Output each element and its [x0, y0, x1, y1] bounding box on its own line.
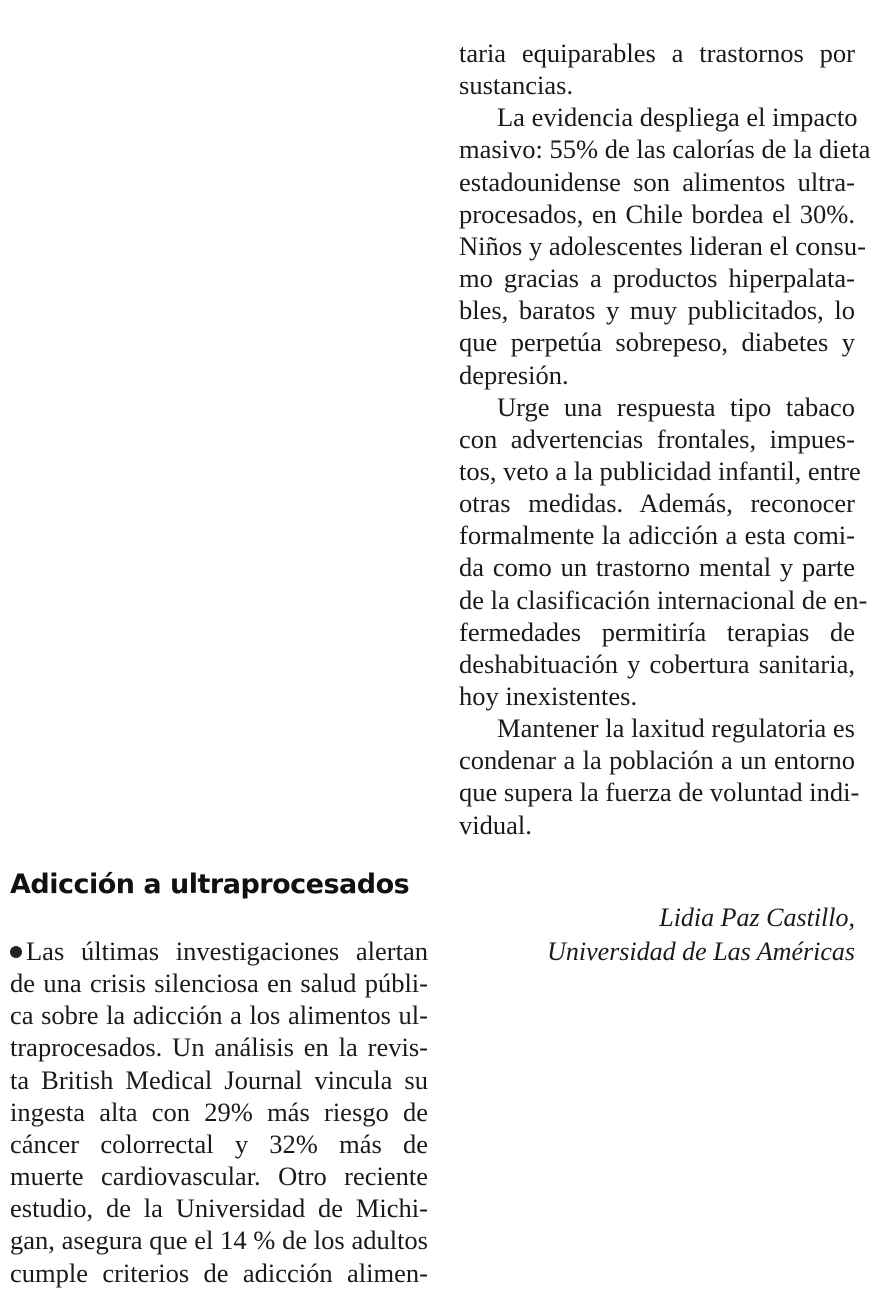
left-column-line: [10, 1257, 428, 1289]
right-column-line: Urge una respuesta tipo tabaco: [497, 391, 855, 422]
left-column-line-text: de una crisis silenciosa en salud públi-: [10, 968, 428, 999]
right-column-line: que supera la fuerza de voluntad indi-: [459, 777, 860, 808]
left-column-line-text: Las últimas investigaciones alertan: [26, 936, 428, 966]
right-column-line: hoy inexistentes.: [459, 681, 638, 711]
left-column-line-text: muerte cardiovascular. Otro reciente: [10, 1161, 428, 1192]
right-column-line: masivo: 55% de las calorías de la dieta: [459, 134, 871, 165]
right-column-line: condenar a la población a un entorno: [459, 745, 855, 776]
left-column-line: [10, 967, 428, 999]
right-column-line: que perpetúa sobrepeso, diabetes y: [459, 327, 855, 358]
right-column-line: con advertencias frontales, impues-: [459, 423, 855, 454]
right-column-line: de la clasificación internacional de en-: [459, 584, 868, 615]
right-column-line: sustancias.: [459, 70, 574, 101]
right-column-line: formalmente la adicción a esta comi-: [459, 520, 855, 551]
right-column-line: mo gracias a productos hiperpalata-: [459, 263, 855, 294]
right-column-line: da como un trastorno mental y parte: [459, 552, 855, 583]
left-column-line-text: ca sobre la adicción a los alimentos ul-: [10, 1000, 428, 1031]
right-column-line: Niños y adolescentes lideran el consu-: [459, 230, 866, 261]
left-column-line-text: cumple criterios de adicción alimen-: [10, 1257, 428, 1288]
left-column-line-text: estudio, de la Universidad de Michi-: [10, 1193, 428, 1224]
left-column-line: [10, 999, 428, 1031]
left-column-line-text: ta British Medical Journal vincula su: [10, 1064, 428, 1095]
right-column-line: bles, baratos y muy publicitados, lo: [459, 295, 855, 326]
left-column-line-text: traprocesados. Un análisis en la revis-: [10, 1032, 428, 1063]
left-column-line: [10, 1224, 428, 1256]
right-column-line: tos, veto a la publicidad infantil, entre: [459, 455, 861, 486]
left-column-line: [10, 1160, 428, 1192]
right-column-line: depresión.: [459, 359, 569, 390]
left-column-line: [10, 1031, 428, 1063]
bullet-icon: [10, 946, 22, 958]
left-column-line: [10, 1096, 428, 1128]
left-column-line-text: gan, asegura que el 14 % de los adultos: [10, 1225, 428, 1256]
left-column-line-text: cáncer colorrectal y 32% más de: [10, 1128, 428, 1159]
right-column-line: otras medidas. Además, reconocer: [459, 488, 855, 519]
letter-headline: Adicción a ultraprocesados: [10, 869, 410, 900]
right-column-line: procesados, en Chile bordea el 30%.: [459, 198, 855, 229]
right-column-line: deshabituación y cobertura sanitaria,: [459, 648, 855, 679]
author-name: Lidia Paz Castillo,: [659, 903, 855, 932]
right-column-line: vidual.: [459, 809, 532, 840]
left-column-line: [10, 935, 428, 967]
left-column-line: [10, 1064, 428, 1096]
right-column-line: taria equiparables a trastornos por: [459, 38, 855, 68]
right-column-line: estadounidense son alimentos ultra-: [459, 166, 855, 197]
left-column-line: [10, 1192, 428, 1224]
author-affiliation: Universidad de Las Américas: [547, 937, 855, 966]
right-column-line: Mantener la laxitud regulatoria es: [497, 713, 855, 744]
right-column-line: fermedades permitiría terapias de: [459, 616, 855, 647]
left-column-line-text: ingesta alta con 29% más riesgo de: [10, 1096, 428, 1127]
left-column-line: [10, 1128, 428, 1160]
right-column-line: La evidencia despliega el impacto: [497, 102, 858, 133]
